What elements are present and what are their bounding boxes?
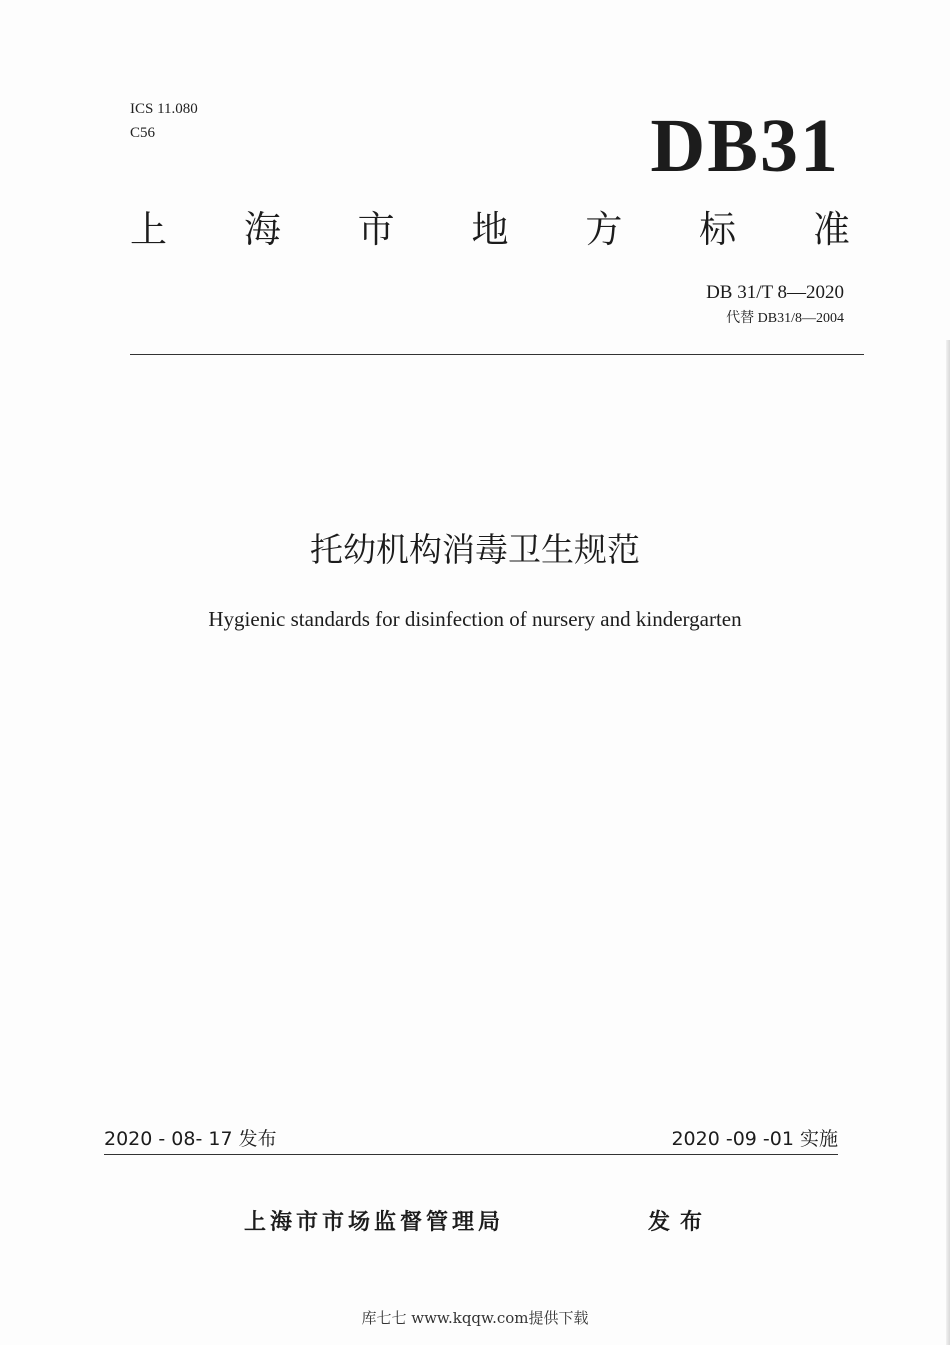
dates-row bbox=[104, 1124, 838, 1154]
standard-type-char: 海 bbox=[243, 208, 281, 251]
standard-type-char: 上 bbox=[130, 208, 167, 251]
standard-number-block bbox=[706, 280, 844, 332]
db31-logo: DB31 bbox=[650, 104, 840, 188]
dates-divider bbox=[104, 1154, 838, 1155]
scan-edge-shadow bbox=[946, 340, 950, 1345]
publisher-name: 上海市市场监督管理局 bbox=[244, 1210, 505, 1235]
standard-type-char: 地 bbox=[471, 208, 509, 251]
header-divider bbox=[130, 354, 864, 355]
ccs-code: C56 bbox=[130, 125, 156, 141]
standard-type-heading bbox=[130, 203, 850, 257]
title-chinese: 托幼机构消毒卫生规范 bbox=[310, 530, 640, 569]
title-english: Hygienic standards for disinfection of nursery and kindergarten bbox=[208, 607, 742, 631]
standard-type-char: 市 bbox=[357, 208, 395, 251]
standard-type-char: 方 bbox=[585, 208, 623, 251]
publish-label: 发布 bbox=[648, 1210, 713, 1235]
download-footer: 库七七 www.kqqw.com提供下载 bbox=[361, 1309, 589, 1327]
ics-code: ICS 11.080 bbox=[130, 101, 198, 117]
standard-type-char: 准 bbox=[812, 208, 850, 251]
issue-date: 2020 - 08- 17 发布 bbox=[104, 1128, 277, 1150]
effective-date: 2020 -09 -01 实施 bbox=[671, 1128, 838, 1150]
standard-type-char: 标 bbox=[699, 208, 737, 251]
standard-number: DB 31/T 8—2020 bbox=[706, 282, 844, 303]
classification-codes bbox=[130, 97, 198, 145]
replaces-note: 代替 DB31/8—2004 bbox=[726, 311, 844, 326]
